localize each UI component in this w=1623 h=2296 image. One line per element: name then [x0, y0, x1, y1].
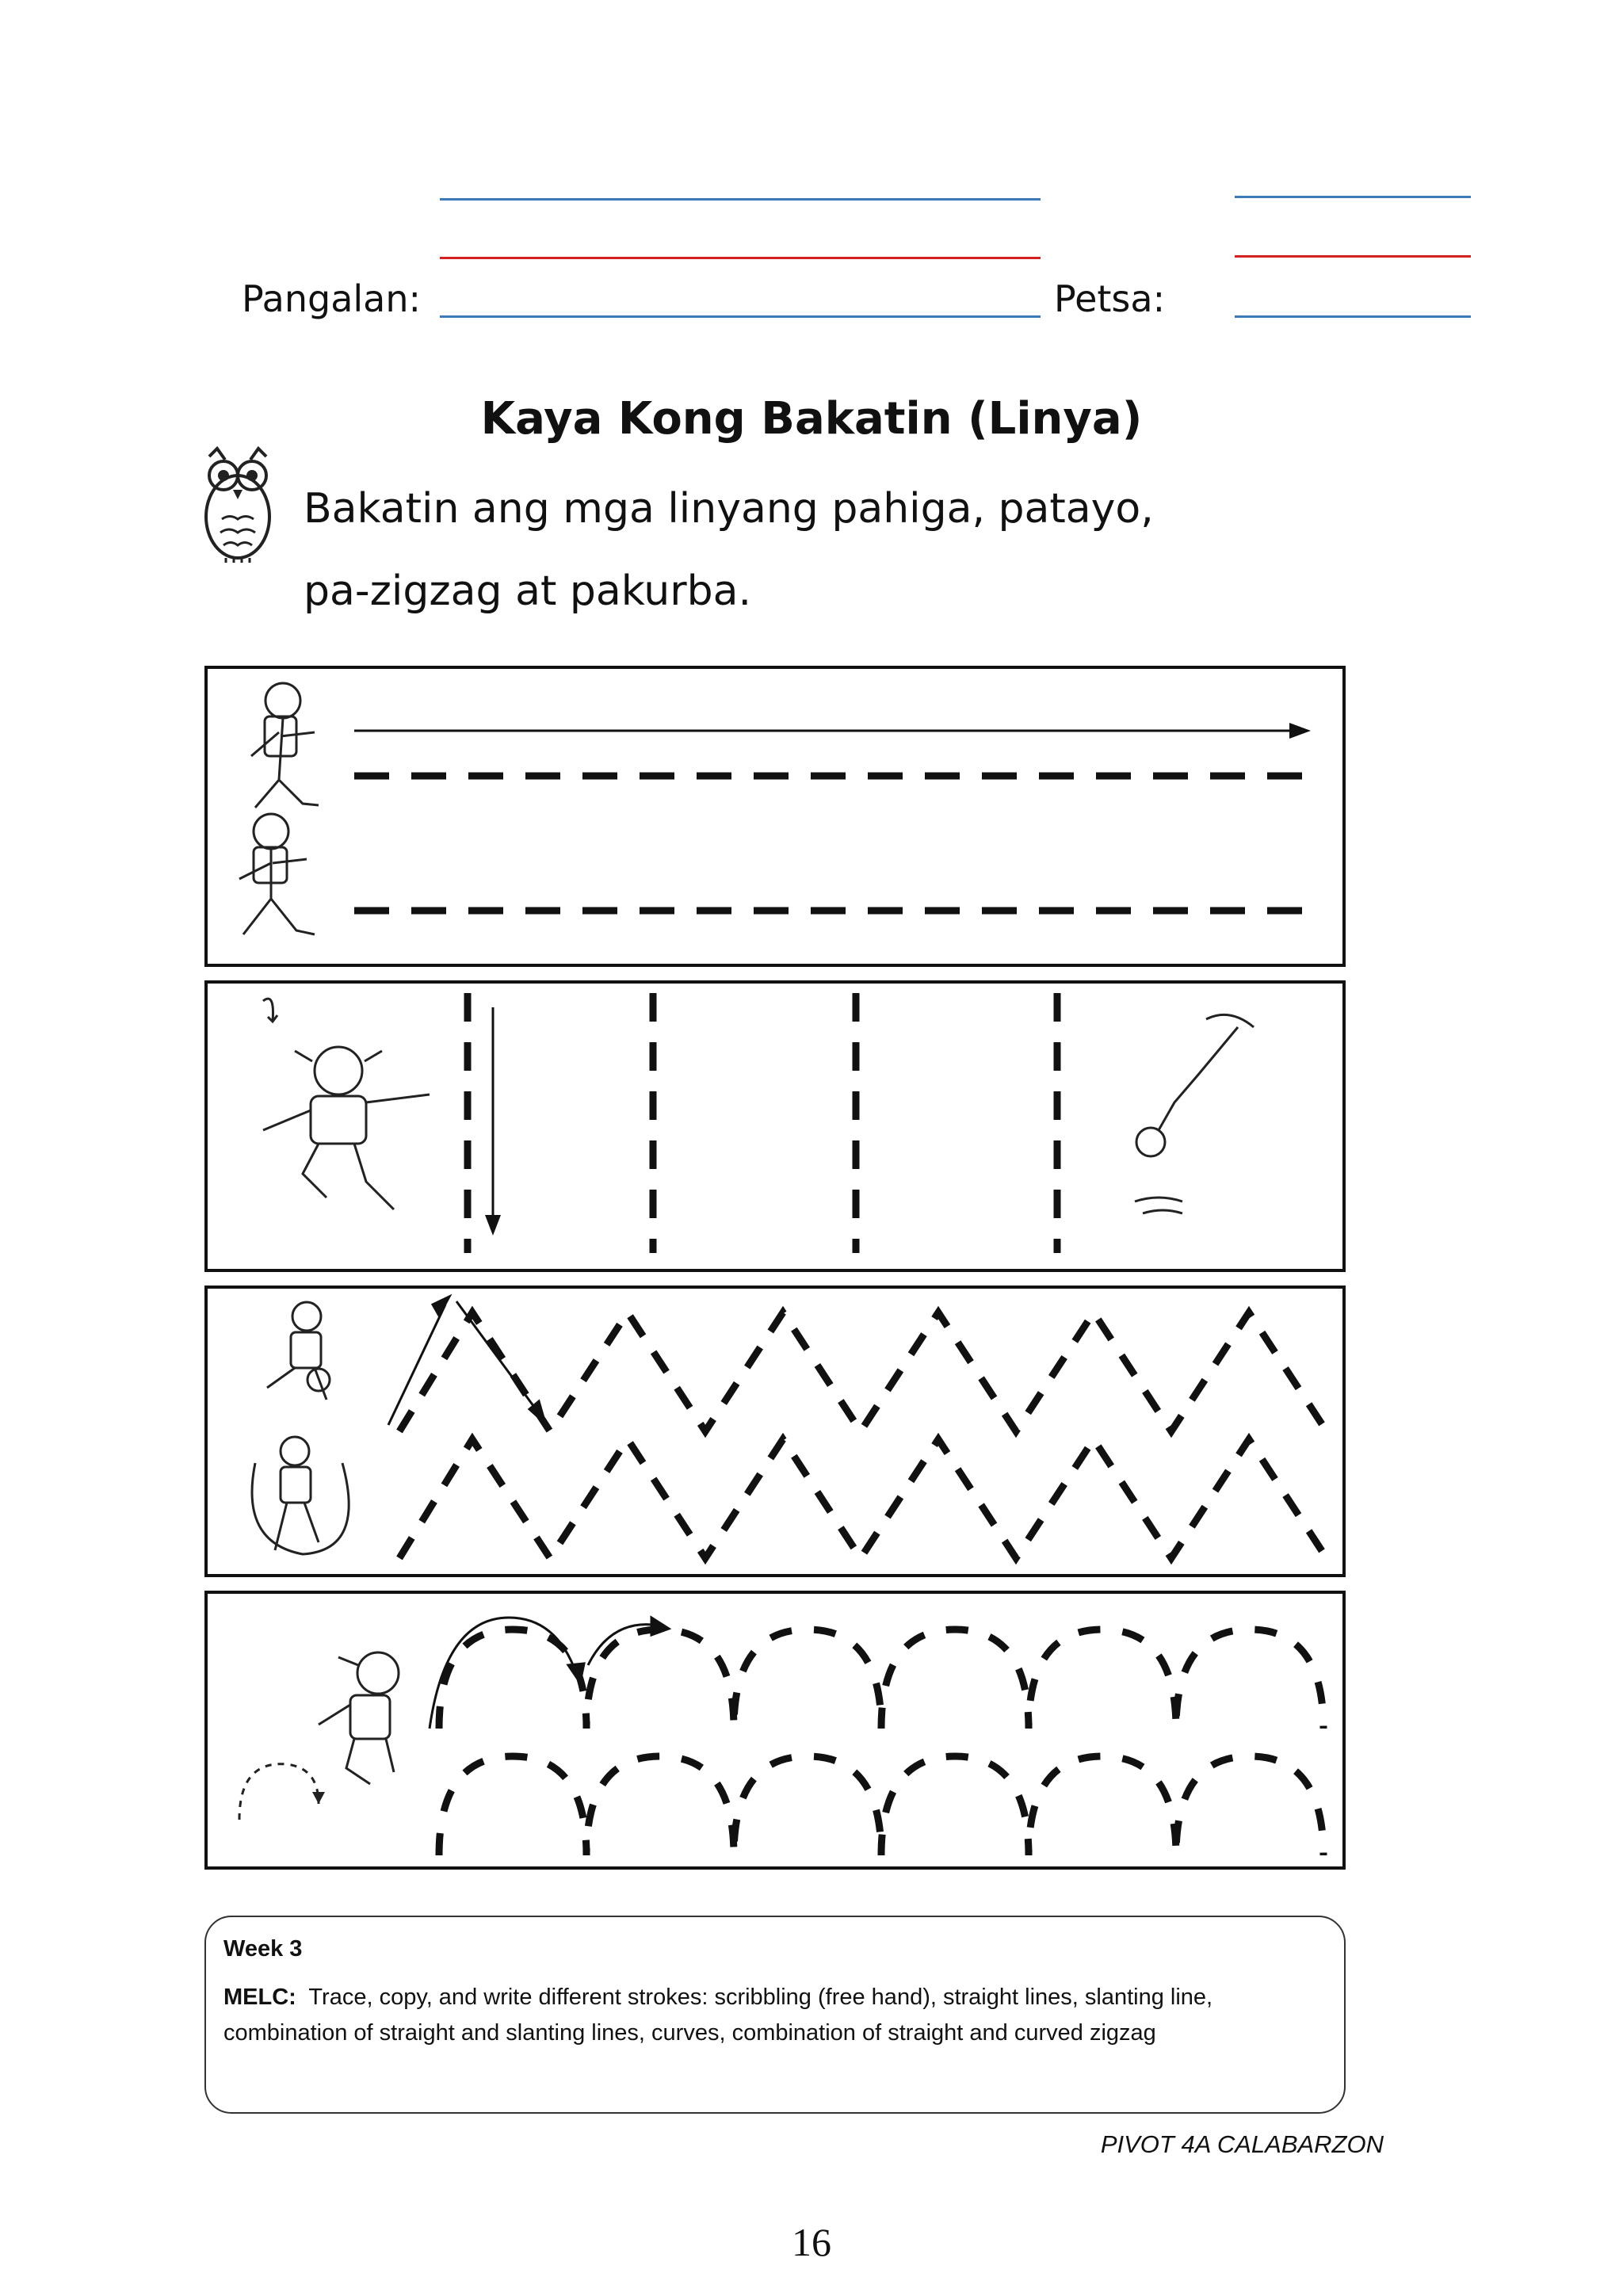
- horizontal-arrow-line: [354, 723, 1311, 739]
- curved-dashed-line-1[interactable]: [439, 1629, 1323, 1729]
- melc-description: [223, 1980, 1327, 2051]
- exercise-box-zigzag: [204, 1286, 1346, 1577]
- jumping-girl-illustration: [263, 999, 430, 1209]
- name-line-middle: [440, 257, 1041, 259]
- exercise-box-horizontal: [204, 666, 1346, 967]
- melc-text: Trace, copy, and write different strokes: scribbling (free hand), straight lines, slanting line, combination of straight and slanting lines, curves, combination of straight and curved zigzag: [223, 1985, 1213, 2046]
- page-title: Kaya Kong Bakatin (Linya): [480, 393, 1143, 445]
- footer-source: PIVOT 4A CALABARZON: [1100, 2130, 1384, 2158]
- zigzag-dashed-line-1[interactable]: [399, 1312, 1327, 1431]
- exercise-box-vertical: [204, 980, 1346, 1272]
- week-label: Week 3: [223, 1936, 303, 1962]
- curved-dashed-line-2[interactable]: [439, 1756, 1323, 1855]
- vertical-arrow-line: [485, 1007, 501, 1236]
- hopping-girl-illustration: [239, 1652, 399, 1820]
- instruction-line-1: Bakatin ang mga linyang pahiga, patayo,: [304, 485, 1154, 533]
- running-girl-illustration: [239, 814, 315, 934]
- date-line-bottom[interactable]: [1235, 315, 1471, 318]
- melc-box: [204, 1916, 1346, 2114]
- curve-arrow-guide: [430, 1618, 669, 1729]
- diving-boy-illustration: [1135, 1014, 1254, 1213]
- melc-label: MELC:: [223, 1985, 296, 2010]
- date-line-top: [1235, 196, 1471, 198]
- date-label: Petsa:: [1054, 277, 1166, 320]
- jump-rope-girl-illustration: [252, 1437, 349, 1554]
- name-line-bottom[interactable]: [440, 315, 1041, 318]
- page-number: 16: [792, 2220, 831, 2264]
- name-line-top: [440, 198, 1041, 201]
- owl-icon: [198, 444, 277, 563]
- running-boy-illustration: [251, 683, 319, 808]
- dribbling-boy-illustration: [267, 1302, 330, 1400]
- zigzag-dashed-line-2[interactable]: [399, 1439, 1327, 1558]
- date-line-middle: [1235, 255, 1471, 258]
- exercise-box-curved: [204, 1591, 1346, 1870]
- instruction-line-2: pa-zigzag at pakurba.: [304, 567, 751, 615]
- name-label: Pangalan:: [242, 277, 422, 320]
